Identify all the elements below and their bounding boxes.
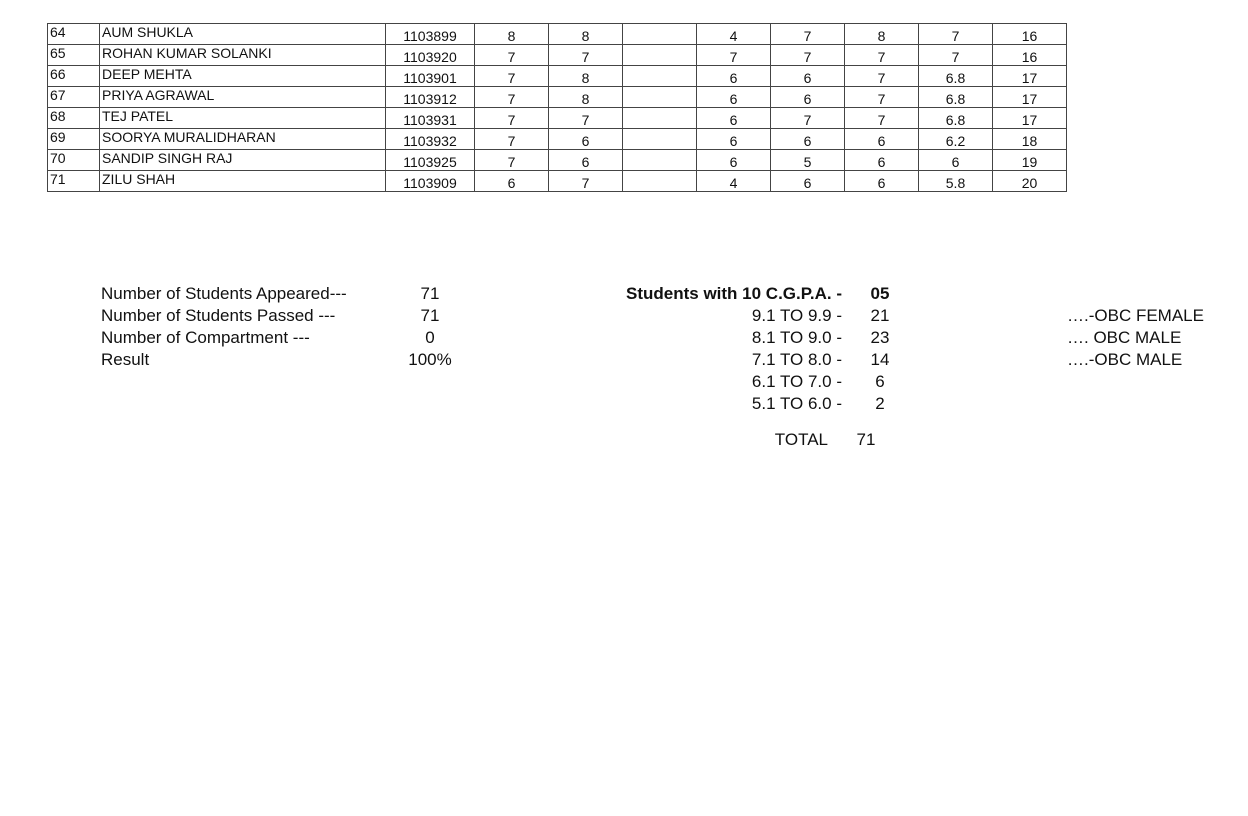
grade-cell: 6 <box>697 87 771 108</box>
grade-cell: 8 <box>549 87 623 108</box>
student-name-cell: SANDIP SINGH RAJ <box>100 150 386 171</box>
grade-cell: 4 <box>697 24 771 45</box>
grade-cell: 6 <box>771 129 845 150</box>
table-row <box>48 108 1067 129</box>
rank-cell: 20 <box>993 171 1067 192</box>
serial-number-cell: 71 <box>48 171 100 192</box>
grade-range-row <box>600 327 918 349</box>
cgpa-10-value: 05 <box>870 284 890 303</box>
student-name-cell: PRIYA AGRAWAL <box>100 87 386 108</box>
roll-number-cell: 1103931 <box>386 108 475 129</box>
grade-cell: 8 <box>475 24 549 45</box>
rank-cell: 18 <box>993 129 1067 150</box>
compartment-row <box>101 327 459 349</box>
cgpa-cell: 7 <box>919 45 993 66</box>
table-row <box>48 24 1067 45</box>
grade-range-row <box>600 371 918 393</box>
result-value: 100% <box>408 350 452 369</box>
appeared-value: 71 <box>420 284 440 303</box>
rank-cell: 17 <box>993 66 1067 87</box>
roll-number-cell: 1103909 <box>386 171 475 192</box>
grade-cell: 5 <box>771 150 845 171</box>
table-row <box>48 87 1067 108</box>
empty-cell <box>623 45 697 66</box>
cgpa-10-row <box>600 283 918 305</box>
grade-cell: 6 <box>697 66 771 87</box>
rank-cell: 17 <box>993 87 1067 108</box>
grade-range-value: 14 <box>870 350 890 369</box>
grade-range-label: 9.1 TO 9.9 - <box>751 306 842 325</box>
empty-cell <box>623 108 697 129</box>
appeared-label: Number of Students Appeared--- <box>101 284 347 303</box>
grade-cell: 6 <box>549 129 623 150</box>
table-row <box>48 150 1067 171</box>
grade-cell: 6 <box>549 150 623 171</box>
grade-cell: 6 <box>475 171 549 192</box>
empty-cell <box>623 24 697 45</box>
empty-cell <box>623 66 697 87</box>
result-row <box>101 349 459 371</box>
cgpa-cell: 6.8 <box>919 108 993 129</box>
rank-cell: 16 <box>993 24 1067 45</box>
cgpa-cell: 7 <box>919 24 993 45</box>
grade-cell: 7 <box>845 87 919 108</box>
grade-cell: 7 <box>845 66 919 87</box>
grade-cell: 4 <box>697 171 771 192</box>
student-name-cell: ZILU SHAH <box>100 171 386 192</box>
rank-cell: 17 <box>993 108 1067 129</box>
grade-cell: 7 <box>475 87 549 108</box>
passed-row <box>101 305 459 327</box>
results-body <box>48 24 1067 192</box>
total-value: 71 <box>856 430 876 449</box>
grade-cell: 7 <box>549 171 623 192</box>
table-row <box>48 66 1067 87</box>
rank-cell: 16 <box>993 45 1067 66</box>
grade-cell: 6 <box>845 150 919 171</box>
cgpa-10-label: Students with 10 C.G.P.A. - <box>626 284 842 303</box>
grade-cell: 7 <box>771 24 845 45</box>
grade-range-row <box>600 305 918 327</box>
table-row <box>48 45 1067 66</box>
passed-value: 71 <box>420 306 440 325</box>
grade-range-label: 8.1 TO 9.0 - <box>751 328 842 347</box>
empty-cell <box>623 87 697 108</box>
note-obc-male: …. OBC MALE <box>1067 328 1182 347</box>
grade-cell: 6 <box>771 171 845 192</box>
spacer <box>600 415 918 429</box>
grade-cell: 7 <box>475 66 549 87</box>
grade-cell: 7 <box>549 45 623 66</box>
grade-range-value: 21 <box>870 306 890 325</box>
table-row <box>48 129 1067 150</box>
grade-cell: 6 <box>697 108 771 129</box>
compartment-value: 0 <box>425 328 435 347</box>
result-label: Result <box>101 350 150 369</box>
results-table <box>47 23 1067 192</box>
serial-number-cell: 68 <box>48 108 100 129</box>
category-notes <box>1067 305 1204 371</box>
roll-number-cell: 1103899 <box>386 24 475 45</box>
serial-number-cell: 69 <box>48 129 100 150</box>
grade-cell: 6 <box>771 87 845 108</box>
exam-summary <box>101 283 459 371</box>
grade-cell: 6 <box>697 129 771 150</box>
grade-distribution <box>600 283 918 451</box>
roll-number-cell: 1103925 <box>386 150 475 171</box>
serial-number-cell: 70 <box>48 150 100 171</box>
student-name-cell: SOORYA MURALIDHARAN <box>100 129 386 150</box>
empty-cell <box>623 171 697 192</box>
roll-number-cell: 1103920 <box>386 45 475 66</box>
grade-range-value: 6 <box>875 372 885 391</box>
serial-number-cell: 65 <box>48 45 100 66</box>
grade-cell: 7 <box>845 45 919 66</box>
serial-number-cell: 66 <box>48 66 100 87</box>
grade-cell: 8 <box>549 24 623 45</box>
serial-number-cell: 64 <box>48 24 100 45</box>
roll-number-cell: 1103901 <box>386 66 475 87</box>
grade-cell: 7 <box>549 108 623 129</box>
grade-range-label: 6.1 TO 7.0 - <box>751 372 842 391</box>
serial-number-cell: 67 <box>48 87 100 108</box>
appeared-row <box>101 283 459 305</box>
empty-cell <box>623 150 697 171</box>
grade-cell: 8 <box>549 66 623 87</box>
total-row <box>600 429 918 451</box>
grade-cell: 7 <box>771 108 845 129</box>
grade-cell: 7 <box>845 108 919 129</box>
grade-cell: 8 <box>845 24 919 45</box>
grade-range-row <box>600 393 918 415</box>
student-name-cell: DEEP MEHTA <box>100 66 386 87</box>
cgpa-cell: 6 <box>919 150 993 171</box>
table-row <box>48 171 1067 192</box>
student-name-cell: AUM SHUKLA <box>100 24 386 45</box>
roll-number-cell: 1103932 <box>386 129 475 150</box>
grade-range-value: 2 <box>875 394 885 413</box>
grade-range-row <box>600 349 918 371</box>
cgpa-cell: 5.8 <box>919 171 993 192</box>
total-label: TOTAL <box>774 430 828 449</box>
roll-number-cell: 1103912 <box>386 87 475 108</box>
empty-cell <box>623 129 697 150</box>
grade-cell: 7 <box>475 150 549 171</box>
grade-cell: 7 <box>475 108 549 129</box>
note-obc-male-2: ….-OBC MALE <box>1067 350 1183 369</box>
grade-range-label: 7.1 TO 8.0 - <box>751 350 842 369</box>
grade-cell: 6 <box>845 171 919 192</box>
grade-range-value: 23 <box>870 328 890 347</box>
cgpa-cell: 6.2 <box>919 129 993 150</box>
grade-cell: 7 <box>475 129 549 150</box>
student-name-cell: ROHAN KUMAR SOLANKI <box>100 45 386 66</box>
grade-cell: 7 <box>475 45 549 66</box>
grade-cell: 6 <box>771 66 845 87</box>
cgpa-cell: 6.8 <box>919 66 993 87</box>
grade-cell: 6 <box>845 129 919 150</box>
student-name-cell: TEJ PATEL <box>100 108 386 129</box>
note-obc-female: ….-OBC FEMALE <box>1067 306 1204 325</box>
grade-cell: 7 <box>697 45 771 66</box>
compartment-label: Number of Compartment --- <box>101 328 310 347</box>
grade-cell: 7 <box>771 45 845 66</box>
passed-label: Number of Students Passed --- <box>101 306 336 325</box>
grade-range-label: 5.1 TO 6.0 - <box>751 394 842 413</box>
cgpa-cell: 6.8 <box>919 87 993 108</box>
rank-cell: 19 <box>993 150 1067 171</box>
grade-cell: 6 <box>697 150 771 171</box>
